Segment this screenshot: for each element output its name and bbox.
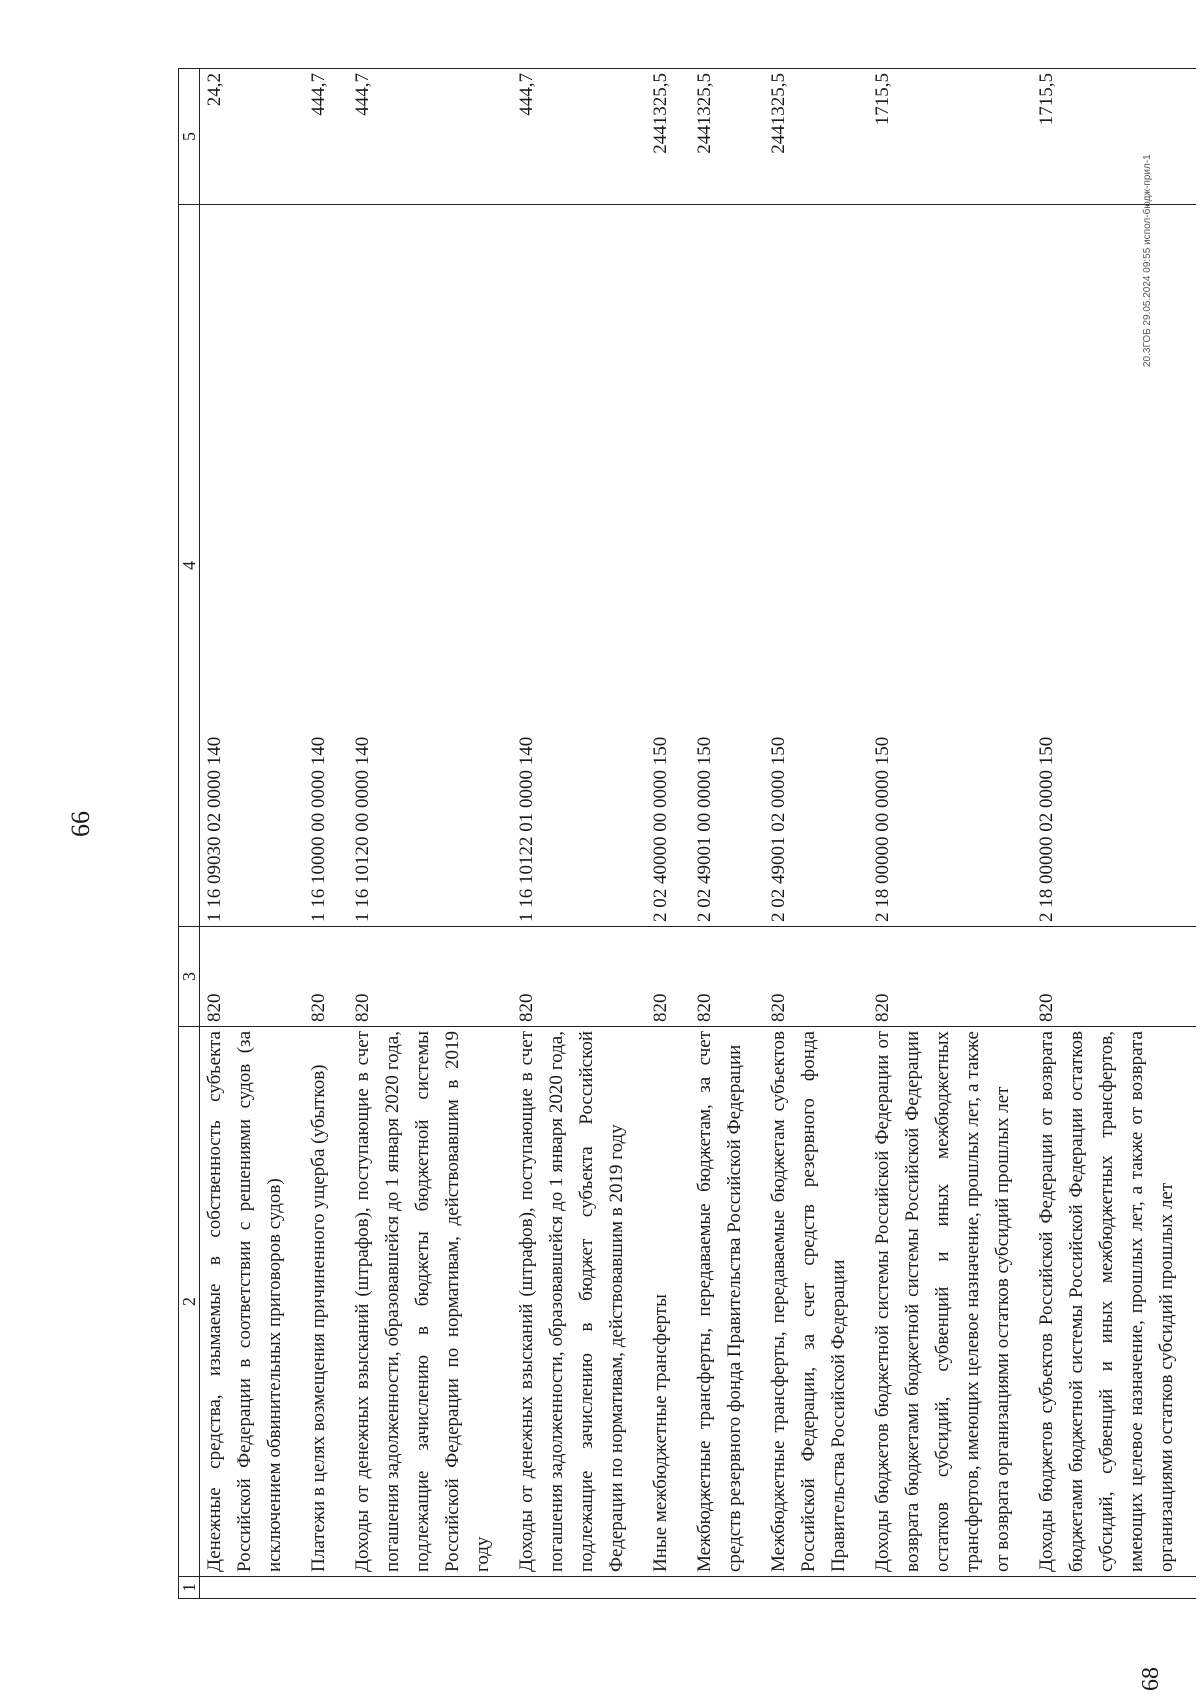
- table-row: [868, 69, 1032, 1599]
- row-admin: 820: [348, 927, 512, 1027]
- sheet-number: 68: [1138, 1667, 1164, 1691]
- row-number-cell: [1032, 1577, 1196, 1599]
- row-code: 2 18 00000 00 0000 150: [868, 205, 1032, 927]
- row-number-cell: [512, 1577, 646, 1599]
- row-amount: 2441325,5: [764, 69, 868, 205]
- row-number-cell: [200, 1577, 305, 1599]
- header-col-3: 3: [179, 927, 200, 1027]
- row-admin: 820: [646, 927, 690, 1027]
- row-name: Доходы бюджетов бюджетной системы Российской Федерации от возврата бюджетами бюджетной системы Российской Федерации остатков субсидий, субвенций и иных межбюджетных трансфертов, имеющих целевое назначение, прошлых лет, а также от возврата организациями остатков субсидий прошлых лет: [868, 1027, 1032, 1577]
- row-name: Иные межбюджетные трансферты: [646, 1027, 690, 1577]
- row-name: Доходы от денежных взысканий (штрафов), поступающие в счет погашения задолженности, образовавшейся до 1 января 2020 года, подлежащие зачислению в бюджеты бюджетной системы Российской Федерации по нормативам, действовавшим в 2019 году: [348, 1027, 512, 1577]
- row-code: 1 16 10000 00 0000 140: [304, 205, 348, 927]
- header-col-1: 1: [179, 1577, 200, 1599]
- row-number-cell: [304, 1577, 348, 1599]
- header-col-2: 2: [179, 1027, 200, 1577]
- footer-code: 20.3ГОБ 29.05.2024 09:55 испол-бюдж-прил-1: [1142, 154, 1153, 367]
- row-number-cell: [764, 1577, 868, 1599]
- table-row: [512, 69, 646, 1599]
- header-row: [179, 69, 200, 1599]
- row-amount: 444,7: [512, 69, 646, 205]
- row-code: 2 02 49001 00 0000 150: [690, 205, 764, 927]
- row-admin: 820: [512, 927, 646, 1027]
- row-code: 1 16 10120 00 0000 140: [348, 205, 512, 927]
- table-row: [304, 69, 348, 1599]
- row-admin: 820: [868, 927, 1032, 1027]
- row-number-cell: [690, 1577, 764, 1599]
- row-admin: 820: [690, 927, 764, 1027]
- row-amount: 24,2: [200, 69, 305, 205]
- row-number-cell: [868, 1577, 1032, 1599]
- row-amount: 1715,5: [1032, 69, 1196, 205]
- page-number: 66: [66, 811, 95, 837]
- row-amount: 2441325,5: [646, 69, 690, 205]
- row-name: Платежи в целях возмещения причиненного ущерба (убытков): [304, 1027, 348, 1577]
- row-admin: 820: [1032, 927, 1196, 1027]
- table-row: [200, 69, 305, 1599]
- header-col-5: 5: [179, 69, 200, 205]
- row-number-cell: [348, 1577, 512, 1599]
- row-amount: 444,7: [348, 69, 512, 205]
- row-name: Доходы бюджетов субъектов Российской Федерации от возврата бюджетами бюджетной системы Российской Федерации остатков субсидий, субвенций и иных межбюджетных трансфертов, имеющих целевое назначение, прошлых лет, а также от возврата организациями остатков субсидий прошлых лет: [1032, 1027, 1196, 1577]
- row-amount: 1715,5: [868, 69, 1032, 205]
- header-col-4: 4: [179, 205, 200, 927]
- row-name: Доходы от денежных взысканий (штрафов), поступающие в счет погашения задолженности, образовавшейся до 1 января 2020 года, подлежащие зачислению в бюджет субъекта Российской Федерации по нормативам, действовавшим в 2019 году: [512, 1027, 646, 1577]
- row-amount: 444,7: [304, 69, 348, 205]
- table-row: [764, 69, 868, 1599]
- row-code: 1 16 09030 02 0000 140: [200, 205, 305, 927]
- row-amount: 2441325,5: [690, 69, 764, 205]
- row-admin: 820: [764, 927, 868, 1027]
- row-number-cell: [646, 1577, 690, 1599]
- row-code: 2 18 00000 02 0000 150: [1032, 205, 1196, 927]
- row-name: Межбюджетные трансферты, передаваемые бюджетам, за счет средств резервного фонда Правительства Российской Федерации: [690, 1027, 764, 1577]
- row-code: 2 02 49001 02 0000 150: [764, 205, 868, 927]
- row-code: 1 16 10122 01 0000 140: [512, 205, 646, 927]
- table-row: [646, 69, 690, 1599]
- row-code: 2 02 40000 00 0000 150: [646, 205, 690, 927]
- row-admin: 820: [200, 927, 305, 1027]
- row-admin: 820: [304, 927, 348, 1027]
- table-row: [1032, 69, 1196, 1599]
- table-row: [348, 69, 512, 1599]
- row-name: Денежные средства, изымаемые в собственность субъекта Российской Федерации в соответствии с решениями судов (за исключением обвинительных приговоров судов): [200, 1027, 305, 1577]
- revenue-table: [178, 68, 1196, 1599]
- row-name: Межбюджетные трансферты, передаваемые бюджетам субъектов Российской Федерации, за счет средств резервного фонда Правительства Российской Федерации: [764, 1027, 868, 1577]
- table-row: [690, 69, 764, 1599]
